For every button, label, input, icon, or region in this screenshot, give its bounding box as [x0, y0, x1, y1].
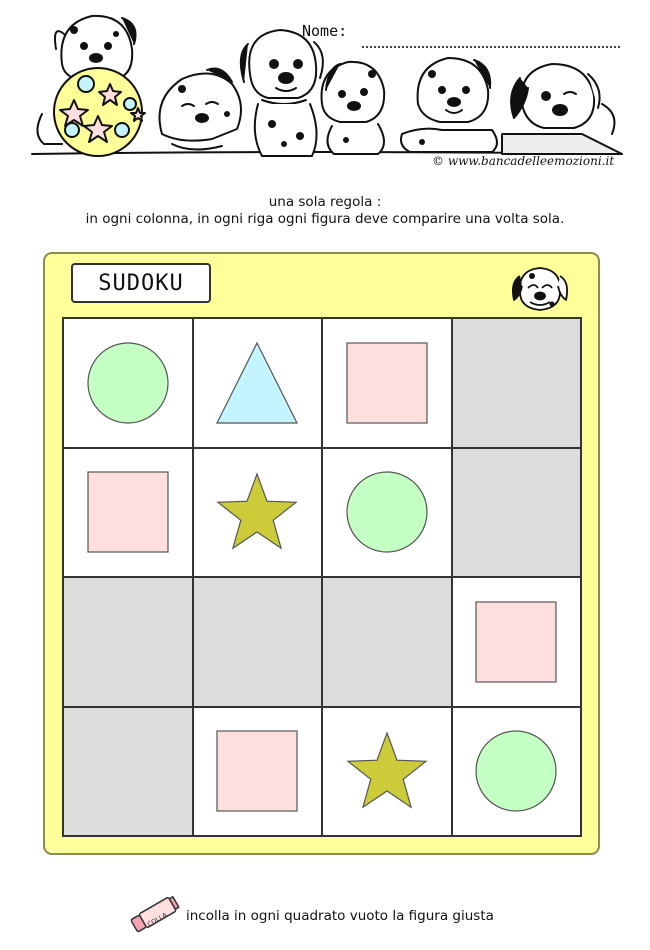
circle-shape [86, 341, 170, 425]
square-shape [474, 600, 558, 684]
sudoku-cell-r1-c3 [322, 318, 452, 448]
puppy-face-icon [508, 262, 572, 314]
sudoku-cell-r4-c3 [322, 707, 452, 837]
name-label: Nome: [302, 22, 348, 40]
star-shape [215, 470, 299, 554]
sudoku-cell-r1-c4[interactable] [452, 318, 582, 448]
square-shape [215, 729, 299, 813]
sudoku-cell-r3-c3[interactable] [322, 577, 452, 707]
sudoku-cell-r2-c2 [193, 448, 323, 578]
square-shape [345, 341, 429, 425]
sudoku-grid [62, 317, 582, 837]
name-writing-line [362, 46, 620, 48]
sudoku-title: SUDOKU [71, 263, 211, 303]
sudoku-cell-r3-c1[interactable] [63, 577, 193, 707]
sudoku-cell-r2-c4[interactable] [452, 448, 582, 578]
sudoku-cell-r1-c2 [193, 318, 323, 448]
sudoku-cell-r1-c1 [63, 318, 193, 448]
sudoku-cell-r4-c2 [193, 707, 323, 837]
rule-title: una sola regola : [268, 194, 382, 210]
square-shape [86, 470, 170, 554]
sudoku-cell-r4-c1[interactable] [63, 707, 193, 837]
sudoku-cell-r2-c1 [63, 448, 193, 578]
circle-shape [345, 470, 429, 554]
star-shape [345, 729, 429, 813]
glue-stick-icon [127, 893, 183, 935]
website-credit: © www.bancadelleemozioni.it [432, 154, 615, 168]
triangle-shape [215, 341, 299, 425]
rule-text: in ogni colonna, in ogni riga ogni figura deve comparire una volta sola. [85, 211, 565, 227]
sudoku-cell-r2-c3 [322, 448, 452, 578]
sudoku-cell-r4-c4 [452, 707, 582, 837]
sudoku-cell-r3-c2[interactable] [193, 577, 323, 707]
circle-shape [474, 729, 558, 813]
glue-stick-label: COLLA [145, 910, 169, 929]
footer-instruction: incolla in ogni quadrato vuoto la figura giusta [186, 908, 494, 924]
sudoku-cell-r3-c4 [452, 577, 582, 707]
